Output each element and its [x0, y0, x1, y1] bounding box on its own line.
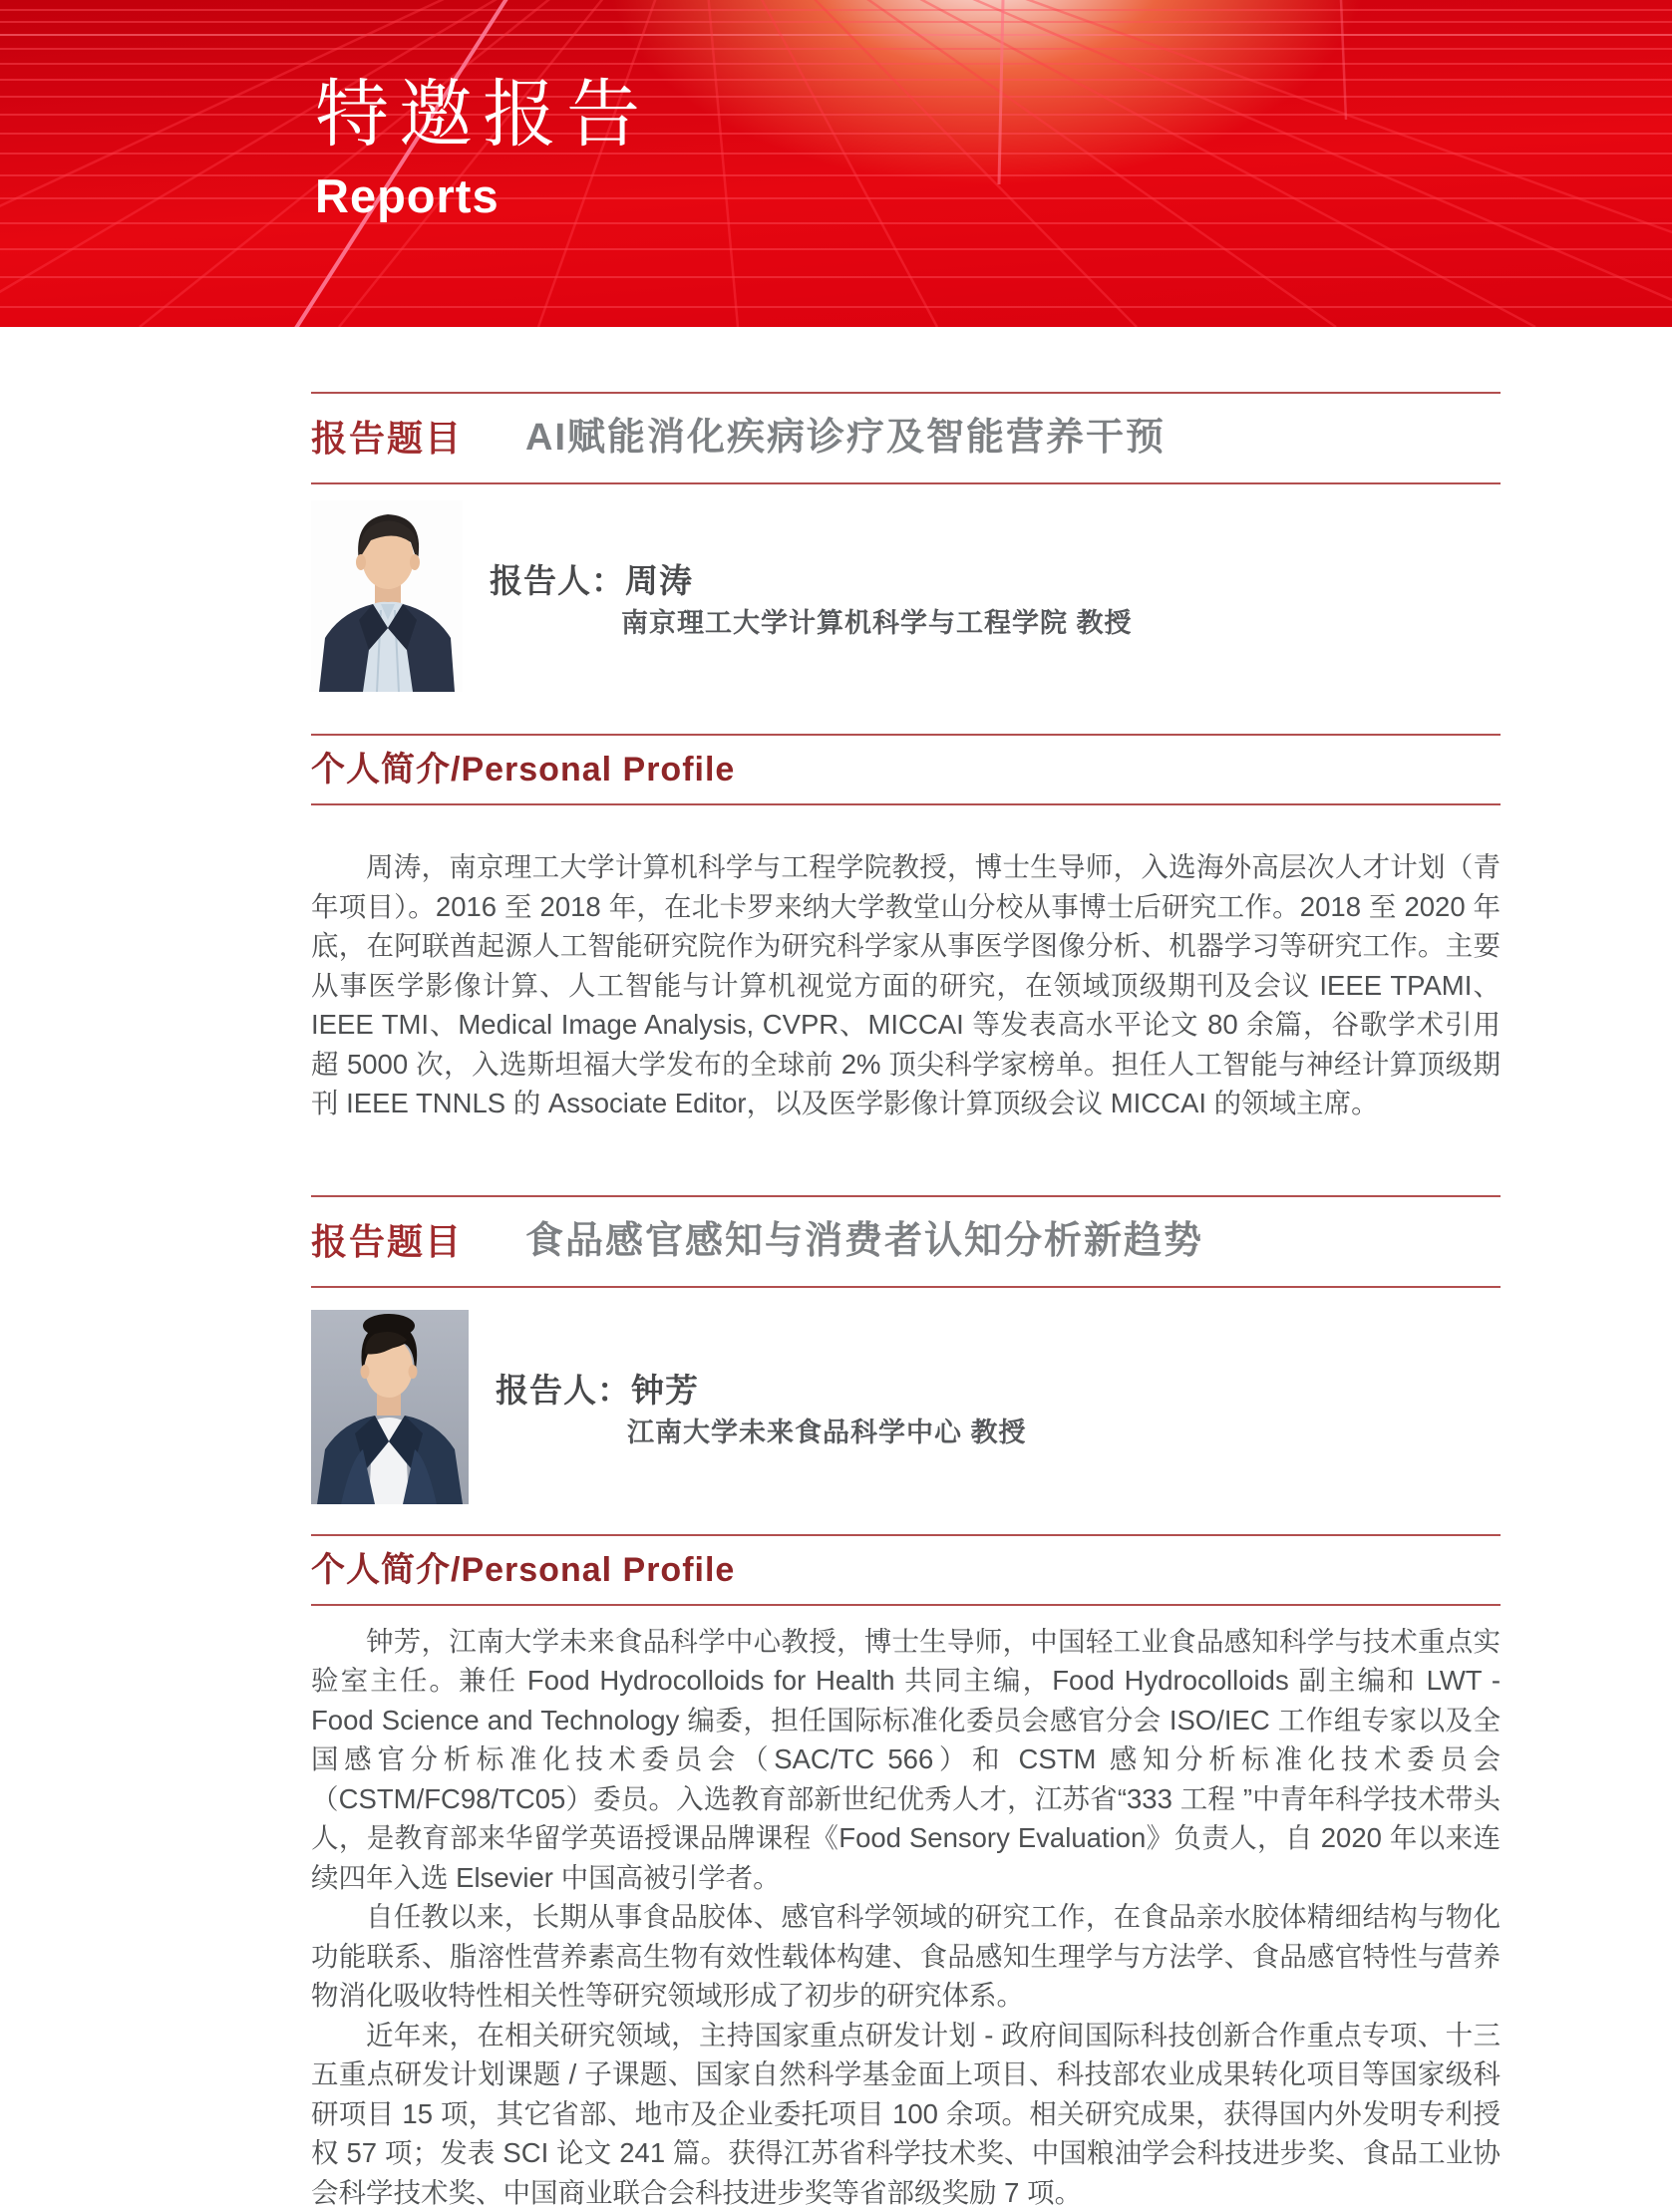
profile-heading: 个人简介/Personal Profile [311, 1534, 1501, 1606]
profile-heading: 个人简介/Personal Profile [311, 734, 1501, 805]
banner-text-block [315, 74, 650, 223]
bio-paragraph: 近年来，在相关研究领域，主持国家重点研发计划 - 政府间国际科技创新合作重点专项、十三五重点研发计划课题 / 子课题、国家自然科学基金面上项目、科技部农业成果转化项目等国家级科研项目 15 项，其它省部、地市及企业委托项目 100 余项。相关研究成果，获得国内外发明专利授权 57 项；发表 SCI 论文 241 篇。获得江苏省科学技术奖、中国粮油学会科技进步奖、食品工业协会科学技术奖、中国商业联合会科技进步奖等省部级奖励 7 项。 [311, 2016, 1501, 2212]
bio-text [311, 847, 1501, 1123]
speaker-name-line [490, 560, 1133, 602]
speaker-label: 报告人： [496, 1372, 631, 1409]
speaker-text-block [490, 500, 1133, 692]
report-title-label: 报告题目 [311, 416, 525, 461]
header-banner [0, 0, 1672, 327]
banner-grid-decoration [0, 0, 1672, 327]
speaker-photo [311, 1310, 469, 1504]
speaker-portrait-man-icon [311, 500, 463, 692]
report-section-1 [311, 392, 1501, 1123]
bio-paragraph: 自任教以来，长期从事食品胶体、感官科学领域的研究工作，在食品亲水胶体精细结构与物化功能联系、脂溶性营养素高生物有效性载体构建、食品感知生理学与方法学、食品感官特性与营养物消化吸收特性相关性等研究领域形成了初步的研究体系。 [311, 1897, 1501, 2016]
speaker-name: 周涛 [625, 562, 693, 599]
speaker-block [311, 500, 1501, 692]
report-title-label: 报告题目 [311, 1219, 525, 1264]
speaker-affiliation: 江南大学未来食品科学中心 教授 [496, 1414, 1027, 1451]
speaker-label: 报告人： [490, 562, 625, 599]
speaker-text-block [496, 1310, 1027, 1504]
report-section-2 [311, 1195, 1501, 2212]
bio-paragraph: 周涛，南京理工大学计算机科学与工程学院教授，博士生导师，入选海外高层次人才计划（青年项目）。2016 至 2018 年，在北卡罗来纳大学教堂山分校从事博士后研究工作。2018 至 2020 年底，在阿联酋起源人工智能研究院作为研究科学家从事医学图像分析、机器学习等研究工作。主要从事医学影像计算、人工智能与计算机视觉方面的研究，在领域顶级期刊及会议 IEEE TPAMI、IEEE TMI、Medical Image Analysis, CVPR、MICCAI 等发表高水平论文 80 余篇，谷歌学术引用超 5000 次，入选斯坦福大学发布的全球前 2% 顶尖科学家榜单。担任人工智能与神经计算顶级期刊 IEEE TNNLS 的 Associate Editor，以及医学影像计算顶级会议 MICCAI 的领域主席。 [311, 847, 1501, 1123]
speaker-name: 钟芳 [631, 1372, 699, 1409]
page-title-zh: 特邀报告 [315, 74, 650, 155]
speaker-portrait-woman-icon [311, 1310, 469, 1504]
bio-text [311, 1622, 1501, 2212]
report-title-row [311, 1195, 1501, 1288]
speaker-block [311, 1310, 1501, 1504]
speaker-affiliation: 南京理工大学计算机科学与工程学院 教授 [490, 604, 1133, 642]
speaker-name-line [496, 1370, 1027, 1412]
report-title: AI赋能消化疾病诊疗及智能营养干预 [525, 416, 1166, 461]
page-title-en: Reports [315, 168, 650, 223]
report-title-row [311, 392, 1501, 484]
speaker-photo [311, 500, 463, 692]
report-title: 食品感官感知与消费者认知分析新趋势 [525, 1219, 1203, 1264]
bio-paragraph: 钟芳，江南大学未来食品科学中心教授，博士生导师，中国轻工业食品感知科学与技术重点实验室主任。兼任 Food Hydrocolloids for Health 共同主编，Food Hydrocolloids 副主编和 LWT - Food Science and Technology 编委，担任国际标准化委员会感官分会 ISO/IEC 工作组专家以及全国感官分析标准化技术委员会（SAC/TC 566）和 CSTM 感知分析标准化技术委员会（CSTM/FC98/TC05）委员。入选教育部新世纪优秀人才，江苏省“333 工程 ”中青年科学技术带头人，是教育部来华留学英语授课品牌课程《Food Sensory Evaluation》负责人，自 2020 年以来连续四年入选 Elsevier 中国高被引学者。 [311, 1622, 1501, 1898]
